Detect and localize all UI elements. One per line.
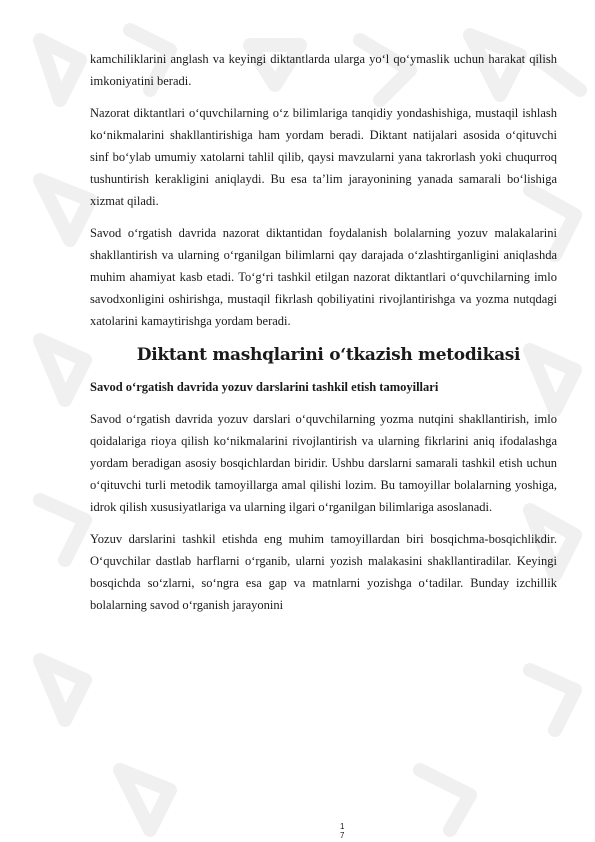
document-body	[90, 48, 557, 626]
page-number	[340, 822, 344, 840]
section-heading: Diktant mashqlarini o‘tkazish metodikasi	[136, 345, 521, 365]
paragraph: Savod o‘rgatish davrida nazorat diktantidan foydalanish bolalarning yozuv malakalarini shakllantirish va ularning o‘rganilgan bilimlarni qay darajada o‘zlashtirganligini aniqlashda muhim ahamiyat kasb etadi. To‘g‘ri tashkil etilgan nazorat diktantlari o‘quvchilarning imlo savodxonligini oshirishga, mustaqil fikrlash qobiliyatini rivojlantirishga va yozma nutqdagi xatolarini kamaytirishga yordam beradi.	[90, 226, 557, 328]
paragraph: Nazorat diktantlari o‘quvchilarning o‘z bilimlariga tanqidiy yondashishiga, mustaqil ishlash ko‘nikmalarini shakllantirishiga ham yordam beradi. Diktant natijalari asosida o‘qituvchi sinf bo‘ylab umumiy xatolarni tahlil qilib, qaysi mavzularni yana takrorlash yoki chuqurroq tushuntirish kerakligini aniqlaydi. Bu esa ta’lim jarayonining yanada samarali bo‘lishiga xizmat qiladi.	[90, 106, 557, 208]
page-number-digit: 7	[340, 831, 345, 840]
subsection-heading: Savod o‘rgatish davrida yozuv darslarini tashkil etish tamoyillari	[90, 380, 439, 394]
paragraph: Savod o‘rgatish davrida yozuv darslari o‘quvchilarning yozma nutqini shakllantirish, imlo qoidalariga rioya qilish ko‘nikmalarini rivojlantirish va ularning fikrlarini aniq ifodalashga yordam beradigan asosiy bosqichlardan biridir. Ushbu darslarni samarali tashkil etish uchun o‘qituvchi turli metodik tamoyillarga amal qilishi lozim. Bu tamoyillar bolalarning yoshiga, idrok qilish xususiyatlariga va ularning ilgari o‘rganilgan bilimlariga asoslanadi.	[90, 412, 557, 514]
page-number-digit: 1	[340, 822, 345, 831]
paragraph: kamchiliklarini anglash va keyingi diktantlarda ularga yo‘l qo‘ymaslik uchun harakat qilish imkoniyatini beradi.	[90, 52, 557, 88]
paragraph: Yozuv darslarini tashkil etishda eng muhim tamoyillardan biri bosqichma-bosqichlikdir. O‘quvchilar dastlab harflarni o‘rganib, ularni yozish malakasini shakllantiradilar. Keyingi bosqichda so‘zlarni, so‘ngra esa gap va matnlarni yozishga o‘tadilar. Bunday izchillik bolalarning savod o‘rganish jarayonini	[90, 532, 557, 612]
